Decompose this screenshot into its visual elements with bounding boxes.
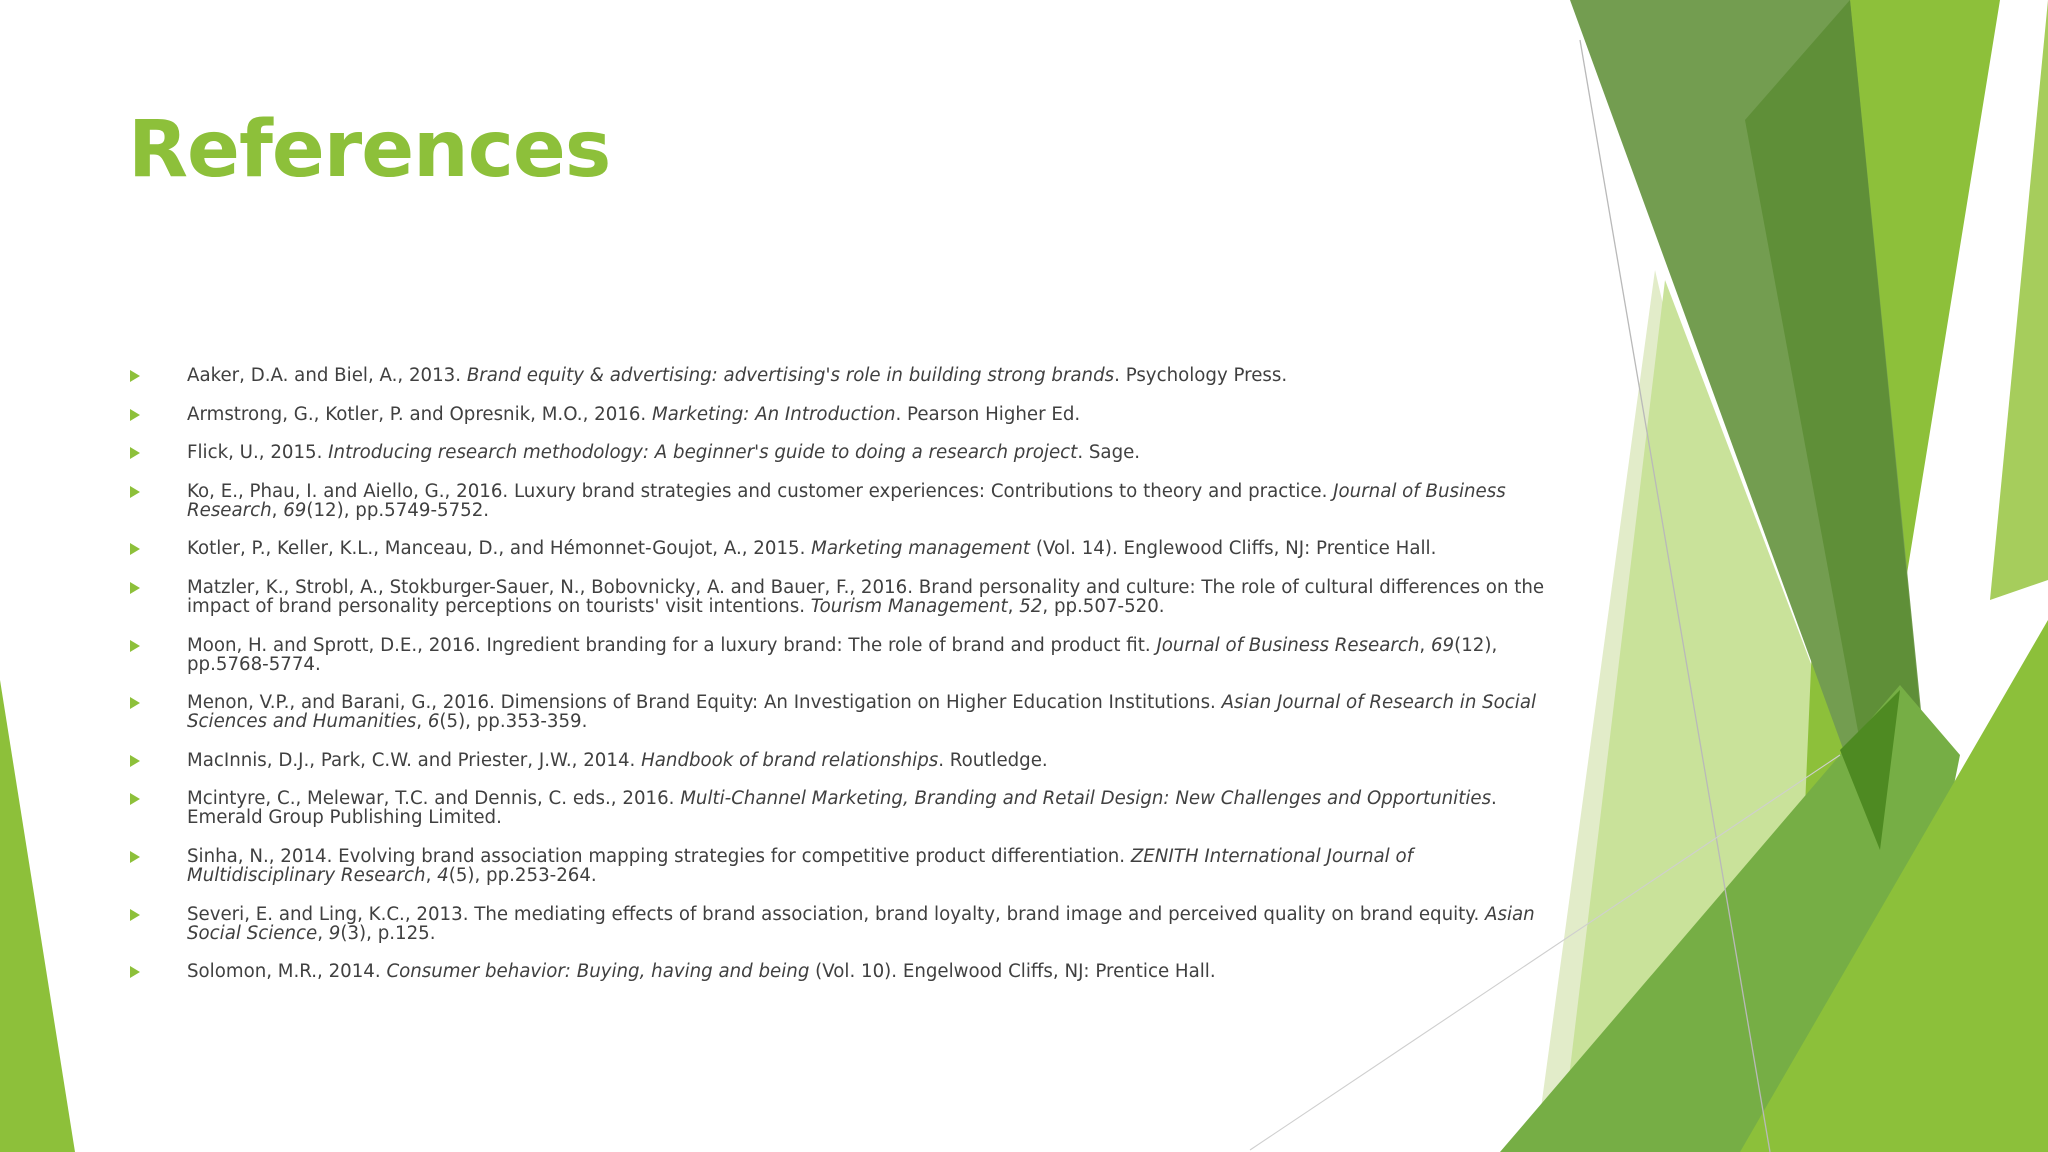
reference-text <box>187 789 1548 827</box>
facet-light-corner <box>1990 0 2048 600</box>
bullet-triangle-icon <box>130 851 140 863</box>
reference-segment: , <box>271 499 284 521</box>
reference-item <box>128 578 1548 616</box>
reference-italic-segment: 69 <box>283 499 307 521</box>
reference-segment: Moon, H. and Sprott, D.E., 2016. Ingredient branding for a luxury brand: The role of brand and product fit. <box>187 634 1157 656</box>
reference-segment: , <box>317 922 329 944</box>
reference-segment: Kotler, P., Keller, K.L., Manceau, D., and Hémonnet-Goujot, A., 2015. <box>187 538 812 560</box>
reference-text <box>187 539 1548 558</box>
bullet-triangle-icon <box>130 966 140 978</box>
reference-item <box>128 905 1548 943</box>
reference-italic-segment: 4 <box>437 864 449 886</box>
reference-item <box>128 482 1548 520</box>
left-green-sliver <box>0 680 75 1152</box>
bullet-triangle-icon <box>130 447 140 459</box>
reference-text <box>187 905 1548 943</box>
reference-italic-segment: Asian Journal of Research in Social Sciences and Humanities <box>187 692 1537 733</box>
bullet-triangle-icon <box>130 697 140 709</box>
reference-segment: (Vol. 14). Englewood Cliffs, NJ: Prentice Hall. <box>1030 538 1437 560</box>
reference-item <box>128 847 1548 885</box>
reference-text <box>187 693 1548 731</box>
reference-italic-segment: Consumer behavior: Buying, having and being <box>386 961 810 983</box>
reference-italic-segment: Marketing: An Introduction <box>651 403 896 425</box>
reference-segment: . Pearson Higher Ed. <box>895 403 1081 425</box>
bullet-triangle-icon <box>130 409 140 421</box>
reference-item <box>128 366 1548 385</box>
reference-text <box>187 751 1548 770</box>
reference-text <box>187 847 1548 885</box>
reference-italic-segment: Tourism Management <box>810 595 1008 617</box>
reference-segment: (5), pp.253-264. <box>448 864 597 886</box>
reference-italic-segment: 69 <box>1430 634 1455 656</box>
reference-item <box>128 539 1548 558</box>
reference-text <box>187 962 1548 981</box>
reference-segment: Mcintyre, C., Melewar, T.C. and Dennis, C. eds., 2016. <box>187 788 681 810</box>
reference-segment: Sinha, N., 2014. Evolving brand association mapping strategies for competitive product differentiation. <box>187 845 1131 867</box>
reference-item <box>128 693 1548 731</box>
bullet-triangle-icon <box>130 640 140 652</box>
bullet-triangle-icon <box>130 793 140 805</box>
bullet-triangle-icon <box>130 909 140 921</box>
reference-segment: Matzler, K., Strobl, A., Stokburger-Sauer, N., Bobovnicky, A. and Bauer, F., 2016. Brand personality and culture: The role of cultural differences on the impact of brand personality perceptions on tourists' visit intentions. <box>187 576 1545 617</box>
reference-item <box>128 405 1548 424</box>
reference-italic-segment: Multi-Channel Marketing, Branding and Retail Design: New Challenges and Opportunities <box>680 788 1492 810</box>
bullet-triangle-icon <box>130 486 140 498</box>
bullet-triangle-icon <box>130 543 140 555</box>
reference-segment: , <box>416 711 428 733</box>
reference-italic-segment: Introducing research methodology: A beginner's guide to doing a research project <box>328 442 1078 464</box>
reference-item <box>128 789 1548 827</box>
reference-segment: . Routledge. <box>938 749 1048 771</box>
reference-segment: , <box>1419 634 1431 656</box>
reference-segment: (5), pp.353-359. <box>439 711 588 733</box>
reference-segment: Menon, V.P., and Barani, G., 2016. Dimensions of Brand Equity: An Investigation on Higher Education Institutions. <box>187 692 1222 714</box>
reference-segment: Armstrong, G., Kotler, P. and Opresnik, M.O., 2016. <box>187 403 652 425</box>
reference-segment: (Vol. 10). Engelwood Cliffs, NJ: Prentice Hall. <box>809 961 1216 983</box>
reference-segment: Ko, E., Phau, I. and Aiello, G., 2016. Luxury brand strategies and customer experiences: Contributions to theory and practice. <box>187 480 1334 502</box>
reference-text <box>187 443 1548 462</box>
reference-segment: . Sage. <box>1077 442 1141 464</box>
reference-segment: , pp.507-520. <box>1042 595 1165 617</box>
reference-italic-segment: 6 <box>427 711 440 733</box>
reference-segment: , <box>1007 595 1020 617</box>
reference-italic-segment: Brand equity & advertising: advertising's role in building strong brands <box>466 365 1115 386</box>
reference-italic-segment: Asian Social Science <box>187 903 1535 944</box>
reference-text <box>187 578 1548 616</box>
reference-text <box>187 482 1548 520</box>
reference-segment: . Emerald Group Publishing Limited. <box>187 788 1497 829</box>
reference-segment: Aaker, D.A. and Biel, A., 2013. <box>187 365 467 386</box>
reference-italic-segment: 9 <box>328 922 341 944</box>
bullet-triangle-icon <box>130 370 140 382</box>
reference-segment: (12), pp.5768-5774. <box>187 634 1498 675</box>
reference-segment: Solomon, M.R., 2014. <box>187 961 387 983</box>
reference-italic-segment: Journal of Business Research <box>1156 634 1420 656</box>
reference-italic-segment: 52 <box>1019 595 1043 617</box>
references-list <box>128 366 1548 1001</box>
reference-item <box>128 962 1548 981</box>
reference-segment: Severi, E. and Ling, K.C., 2013. The mediating effects of brand association, brand loyalty, brand image and perceived quality on brand equity. <box>187 903 1486 925</box>
reference-italic-segment: Marketing management <box>811 538 1031 560</box>
reference-italic-segment: ZENITH International Journal of Multidisciplinary Research <box>187 845 1414 886</box>
reference-text <box>187 366 1548 385</box>
reference-segment: (3), p.125. <box>340 922 436 944</box>
reference-text <box>187 405 1548 424</box>
reference-text <box>187 636 1548 674</box>
reference-segment: Flick, U., 2015. <box>187 442 329 464</box>
reference-item <box>128 636 1548 674</box>
reference-segment: , <box>425 864 438 886</box>
reference-segment: MacInnis, D.J., Park, C.W. and Priester, J.W., 2014. <box>187 749 642 771</box>
reference-item <box>128 751 1548 770</box>
bullet-triangle-icon <box>130 582 140 594</box>
reference-italic-segment: Journal of Business Research <box>187 480 1506 521</box>
reference-italic-segment: Handbook of brand relationships <box>641 749 939 771</box>
slide-title: References <box>128 105 611 195</box>
bullet-triangle-icon <box>130 755 140 767</box>
reference-item <box>128 443 1548 462</box>
reference-segment: (12), pp.5749-5752. <box>306 499 490 521</box>
reference-segment: . Psychology Press. <box>1114 365 1288 386</box>
